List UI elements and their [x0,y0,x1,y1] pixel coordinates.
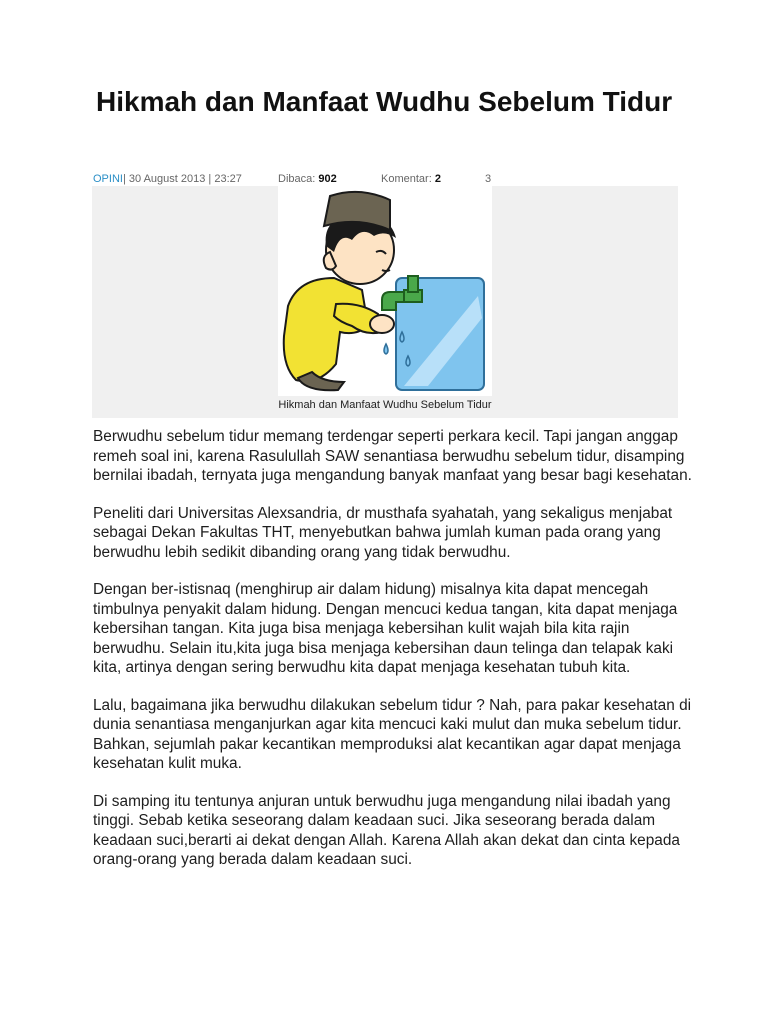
figure-image [278,186,492,396]
publish-date: | 30 August 2013 | 23:27 [123,173,242,185]
comment-count-value: 2 [434,173,441,185]
view-count-value: 902 [318,173,337,185]
water-drop-icon [406,356,410,366]
water-drop-icon [384,344,388,354]
boy-shirt [284,278,368,381]
comment-count[interactable] [381,172,441,186]
figure-caption: Hikmah dan Manfaat Wudhu Sebelum Tidur [278,399,492,411]
article-figure [92,186,678,418]
boy-hand [370,315,394,333]
article-body [93,427,693,888]
paragraph: Di samping itu tentunya anjuran untuk berwudhu juga mengandung nilai ibadah yang tinggi. Sebab ketika seseorang dalam keadaan suci. Jika seseorang berada dalam keadaan suci,berarti ai dekat dengan Allah. Karena Allah akan dekat dan cinta kepada orang-orang yang berada dalam keadaan suci. [93,792,680,868]
share-count: 3 [485,173,492,185]
view-count-label: Dibaca: [278,173,316,185]
article-title: Hikmah dan Manfaat Wudhu Sebelum Tidur [96,86,673,117]
paragraph: Lalu, bagaimana jika berwudhu dilakukan sebelum tidur ? Nah, para pakar kesehatan di dunia senantiasa menganjurkan agar kita mencuci kaki mulut dan muka sebelum tidur. Bahkan, sejumlah pakar kecantikan memproduksi alat kecantikan agar dapat menjaga kesehatan kulit muka. [93,696,692,772]
boy-mouth [382,270,390,271]
article-meta [93,172,513,186]
paragraph: Dengan ber-istisnaq (menghirup air dalam hidung) misalnya kita dapat mencegah timbulnya penyakit dalam hidung. Dengan mencuci kedua tangan, kita dapat menjaga kebersihan tangan. Kita juga bisa menjaga kebersihan kulit wajah bila kita rajin berwudhu. Selain itu,kita juga bisa menjaga kebersihan daun telinga dan telapak kaki kita, artinya dengan sering berwudhu kita dapat menjaga kesehatan tubuh kita. [93,581,678,676]
tap-handle [408,276,418,292]
view-count [278,172,337,186]
paragraph: Berwudhu sebelum tidur memang terdengar seperti perkara kecil. Tapi jangan anggap remeh soal ini, karena Rasulullah SAW senantiasa berwudhu sebelum tidur, disamping bernilai ibadah, ternyata juga mengandung banyak manfaat yang besar bagi kesehatan. [93,428,692,484]
category-link[interactable]: OPINI [93,173,123,185]
comment-count-label: Komentar: [381,173,432,185]
water-drop-icon [400,332,404,342]
boy-wudhu-illustration [278,186,492,396]
paragraph: Peneliti dari Universitas Alexsandria, dr musthafa syahatah, yang sekaligus menjabat sebagai Dekan Fakultas THT, menyebutkan bahwa jumlah kuman pada orang yang berwudhu lebih sedikit dibanding orang yang tidak berwudhu. [93,504,673,561]
